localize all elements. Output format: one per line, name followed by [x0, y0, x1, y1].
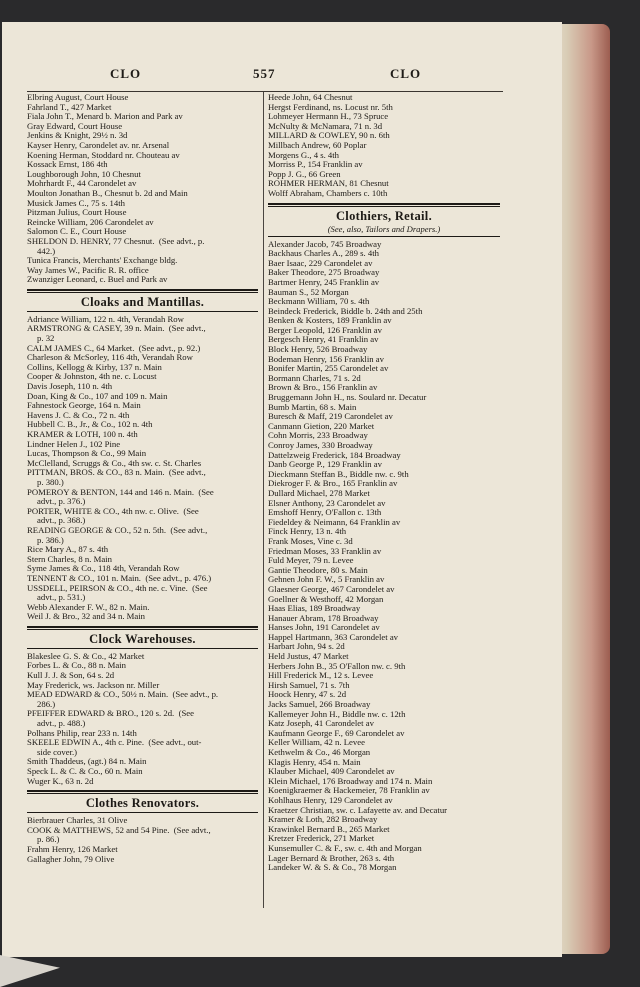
entry-line: Fiala John T., Menard b. Marion and Park av [27, 111, 183, 122]
entry-line: Brown & Bro., 156 Franklin av [268, 382, 378, 393]
entry-line: Lucas, Thompson & Co., 99 Main [27, 448, 147, 459]
section-heading: Cloaks and Mantillas. [80, 294, 205, 309]
entry-line: Reincke William, 206 Carondelet av [27, 216, 154, 227]
entry-line: Jenkins & Knight, 29½ n. 3d [27, 130, 128, 141]
entry-line: Bartmer Henry, 245 Franklin av [268, 276, 380, 287]
entry-line: Bumb Martin, 68 s. Main [268, 401, 357, 412]
entry-line: Fahnestock George, 164 n. Main [27, 400, 141, 411]
entry-line: Bonifer Martin, 255 Carondelet av [268, 363, 389, 374]
entry-continuation: 286.) [37, 698, 56, 709]
directory-entry [27, 237, 258, 256]
entry-line: Landeker W. & S. & Co., 78 Morgan [268, 862, 397, 873]
entry-line: MEAD EDWARD & CO., 50½ n. Main. (See advt., p. [27, 689, 219, 700]
directory-entry [27, 612, 258, 622]
entry-line: Gantie Theodore, 80 s. Main [268, 564, 368, 575]
entry-line: Herbers John B., 35 O'Fallon nw. c. 9th [268, 660, 406, 671]
section-underline [268, 236, 500, 237]
entry-continuation: advt., p. 488.) [37, 718, 86, 729]
entry-line: Gehnen John F. W., 5 Franklin av [268, 574, 385, 585]
directory-entry [27, 738, 258, 757]
entry-continuation: p. 380.) [37, 476, 64, 487]
entry-line: Heede John, 64 Chesnut [268, 92, 353, 102]
entry-line: Beindeck Frederick, Biddle b. 24th and 25th [268, 305, 423, 316]
entry-line: Kossack Ernst, 186 4th [27, 159, 108, 170]
section-rule [268, 206, 500, 207]
directory-entry [27, 275, 258, 285]
entry-line: Dattelzweig Frederick, 184 Broadway [268, 449, 401, 460]
entry-line: Popp J. G., 66 Green [268, 168, 341, 179]
directory-entry [27, 709, 258, 728]
entry-line: Katz Joseph, 41 Carondelet av [268, 718, 374, 729]
entry-line: Weil J. & Bro., 32 and 34 n. Main [27, 611, 146, 622]
entry-line: Fuld Meyer, 79 n. Levee [268, 555, 354, 566]
entry-line: Kayser Henry, Carondelet av. nr. Arsenal [27, 139, 170, 150]
entry-line: Speck L. & C. & Co., 60 n. Main [27, 766, 143, 776]
entry-line: Zwanziger Leonard, c. Buel and Park av [27, 274, 168, 285]
entry-line: Hoock Henry, 47 s. 2d [268, 689, 347, 700]
entry-continuation: p. 386.) [37, 534, 64, 545]
entry-line: PORTER, WHITE & CO., 4th nw. c. Olive. (See [27, 505, 199, 516]
section-subheading: (See, also, Tailors and Drapers.) [327, 223, 441, 234]
entry-line: COOK & MATTHEWS, 52 and 54 Pine. (See advt., [27, 824, 211, 835]
entry-line: Cohn Morris, 233 Broadway [268, 430, 368, 441]
page-corner [0, 955, 60, 987]
entry-line: Adriance William, 122 n. 4th, Verandah Row [27, 313, 184, 324]
directory-entry [27, 777, 258, 787]
entry-line: ROHMER HERMAN, 81 Chesnut [268, 178, 389, 189]
entry-continuation: advt., p. 376.) [37, 496, 86, 507]
entry-line: Kull J. J. & Son, 64 s. 2d [27, 670, 115, 681]
entry-line: POMEROY & BENTON, 144 and 146 n. Main. (See [27, 486, 214, 497]
entry-continuation: p. 86.) [37, 834, 60, 845]
section-heading: Clothes Renovators. [85, 796, 200, 811]
entry-line: Baker Theodore, 275 Broadway [268, 267, 380, 278]
entry-line: Morgens G., 4 s. 4th [268, 149, 340, 160]
entry-line: Elsner Anthony, 23 Carondelet av [268, 497, 386, 508]
entry-continuation: p. 32 [37, 333, 55, 344]
section-rule [27, 626, 258, 628]
section-underline [27, 648, 258, 649]
entry-line: Hill Frederick M., 12 s. Levee [268, 670, 374, 681]
entry-line: Musick James C., 75 s. 14th [27, 197, 125, 208]
section-underline [27, 812, 258, 813]
entry-continuation: advt., p. 368.) [37, 515, 86, 526]
entry-line: Benken & Kosters, 189 Franklin av [268, 315, 392, 326]
entry-line: Stern Charles, 8 n. Main [27, 553, 112, 564]
entry-line: Kaufmann George F., 69 Carondelet av [268, 727, 405, 738]
entry-line: May Frederick, ws. Jackson nr. Miller [27, 679, 160, 690]
entry-line: Kohlhaus Henry, 129 Carondelet av [268, 794, 393, 805]
section-heading: Clothiers, Retail. [335, 208, 432, 223]
entry-line: Bruggemann John H., ns. Soulard nr. Decatur [268, 392, 427, 403]
directory-entry [27, 584, 258, 603]
entry-line: Bormann Charles, 71 s. 2d [268, 372, 361, 383]
entry-line: Held Justus, 47 Market [268, 651, 349, 662]
entry-line: Klein Michael, 176 Broadway and 174 n. Main [268, 775, 433, 786]
entry-line: Havens J. C. & Co., 72 n. 4th [27, 409, 130, 420]
entry-line: Harbart John, 94 s. 2d [268, 641, 345, 652]
entry-line: Lohmeyer Hermann H., 73 Spruce [268, 111, 389, 122]
entry-line: Morriss P., 154 Franklin av [268, 159, 363, 170]
entry-line: Jacks Samuel, 266 Broadway [268, 699, 371, 710]
entry-line: Hirsh Samuel, 71 s. 7th [268, 679, 350, 690]
entry-line: Millbach Andrew, 60 Poplar [268, 139, 367, 150]
entry-line: Smith Thaddeus, (agt.) 84 n. Main [27, 756, 147, 767]
entry-line: ARMSTRONG & CASEY, 39 n. Main. (See advt., [27, 323, 206, 334]
directory-entry [27, 855, 258, 865]
entry-line: Kunsemuller C. & F., sw. c. 4th and Morgan [268, 842, 422, 853]
running-head-right: CLO [390, 66, 422, 81]
section-rule [27, 790, 258, 792]
entry-line: Emshoff Henry, O'Fallon c. 13th [268, 507, 382, 518]
entry-line: Moulton Jonathan B., Chesnut b. 2d and Main [27, 187, 188, 198]
entry-line: Kraetzer Christian, sw. c. Lafayette av. and Decatur [268, 804, 448, 815]
entry-line: Polhans Philip, rear 233 n. 14th [27, 727, 137, 738]
column-divider [263, 92, 264, 908]
section-rule [27, 629, 258, 630]
left-column [27, 93, 258, 864]
running-head-left: CLO [110, 66, 142, 81]
entry-line: TENNENT & CO., 101 n. Main. (See advt., p. 476.) [27, 572, 212, 583]
entry-line: Way James W., Pacific R. R. office [27, 264, 149, 275]
section-underline [27, 311, 258, 312]
section-rule [27, 292, 258, 293]
entry-line: Keller William, 42 n. Levee [268, 737, 365, 748]
entry-line: Alexander Jacob, 745 Broadway [268, 238, 382, 249]
entry-line: Krawinkel Bernard B., 265 Market [268, 823, 390, 834]
entry-line: Fiedeldey & Neimann, 64 Franklin av [268, 516, 401, 527]
entry-line: Bergesch Henry, 41 Franklin av [268, 334, 379, 345]
entry-line: Davis Joseph, 110 n. 4th [27, 381, 113, 392]
entry-line: Lindner Helen J., 102 Pine [27, 438, 121, 449]
entry-line: Beckmann William, 70 s. 4th [268, 296, 370, 307]
entry-line: Glaesner George, 467 Carondelet av [268, 583, 395, 594]
entry-line: Finck Henry, 13 n. 4th [268, 526, 347, 537]
entry-line: Kethwelm & Co., 46 Morgan [268, 747, 371, 757]
entry-line: SKEELE EDWIN A., 4th c. Pine. (See advt., out- [27, 737, 202, 748]
entry-line: Klauber Michael, 409 Carondelet av [268, 766, 395, 777]
entry-line: Baer Isaac, 229 Carondelet av [268, 257, 373, 268]
entry-line: Dieckmann Steffan B., Biddle nw. c. 9th [268, 468, 409, 479]
entry-line: KRAMER & LOTH, 100 n. 4th [27, 429, 138, 439]
directory-entry [27, 507, 258, 526]
entry-line: Bauman S., 52 Morgan [268, 286, 349, 297]
entry-line: Fahrland T., 427 Market [27, 101, 112, 112]
entry-line: Doan, King & Co., 107 and 109 n. Main [27, 390, 168, 401]
entry-continuation: advt., p. 531.) [37, 592, 86, 603]
directory-entry [27, 488, 258, 507]
section-heading: Clock Warehouses. [89, 631, 196, 646]
entry-line: Koenigkraemer & Hackemeier, 78 Franklin av [268, 785, 430, 796]
directory-entry [27, 826, 258, 845]
entry-line: Backhaus Charles A., 289 s. 4th [268, 248, 379, 259]
entry-line: SHELDON D. HENRY, 77 Chesnut. (See advt., p. [27, 235, 205, 246]
entry-line: MILLARD & COWLEY, 90 n. 6th [268, 130, 390, 141]
entry-line: Hanses John, 191 Carondelet av [268, 622, 380, 633]
entry-line: Rice Mary A., 87 s. 4th [27, 544, 109, 555]
entry-line: Gallagher John, 79 Olive [27, 853, 115, 864]
entry-continuation: 442.) [37, 245, 56, 256]
section-rule [27, 793, 258, 794]
entry-line: Webb Alexander F. W., 82 n. Main. [27, 601, 150, 612]
entry-line: Bodeman Henry, 156 Franklin av [268, 353, 384, 364]
entry-line: Kramer & Loth, 282 Broadway [268, 814, 378, 825]
entry-line: Wuger K., 63 n. 2d [27, 775, 94, 786]
section-rule [268, 203, 500, 205]
entry-line: Canmann Gietion, 220 Market [268, 420, 375, 431]
entry-line: Loughborough John, 10 Chesnut [27, 168, 141, 179]
entry-line: CALM JAMES C., 64 Market. (See advt., p. 92.) [27, 342, 201, 353]
right-column [268, 93, 500, 873]
entry-line: Friedman Moses, 33 Franklin av [268, 545, 382, 556]
entry-line: Syme James & Co., 118 4th, Verandah Row [27, 563, 180, 574]
entry-line: Salomon C. E., Court House [27, 226, 127, 237]
entry-line: PFEIFFER EDWARD & BRO., 120 s. 2d. (See [27, 708, 195, 719]
entry-line: Wolff Abraham, Chambers c. 10th [268, 187, 388, 198]
directory-entry [27, 324, 258, 343]
entry-line: Cooper & Johnston, 4th ne. c. Locust [27, 371, 157, 382]
entry-line: Diekroger F. & Bro., 165 Franklin av [268, 478, 398, 489]
entry-line: Danb George P., 129 Franklin av [268, 459, 382, 470]
entry-line: Koening Herman, Stoddard nr. Chouteau av [27, 149, 180, 160]
entry-line: Happel Hartmann, 363 Carondelet av [268, 631, 399, 642]
entry-line: Kretzer Frederick, 271 Market [268, 833, 375, 844]
entry-line: Hanauer Abram, 178 Broadway [268, 612, 379, 623]
entry-line: PITTMAN, BROS. & CO., 83 n. Main. (See advt., [27, 467, 206, 478]
entry-line: READING GEORGE & CO., 52 n. 5th. (See advt., [27, 524, 208, 535]
entry-line: McClelland, Scruggs & Co., 4th sw. c. St. Charles [27, 457, 202, 468]
entry-line: Forbes L. & Co., 88 n. Main [27, 660, 126, 671]
entry-continuation: side cover.) [37, 746, 78, 757]
entry-line: Pitzman Julius, Court House [27, 207, 127, 218]
entry-line: Bierbrauer Charles, 31 Olive [27, 815, 128, 826]
entry-line: Buresch & Maff, 219 Carondelet av [268, 411, 393, 422]
entry-line: Tunica Francis, Merchants' Exchange bldg. [27, 255, 178, 266]
entry-line: Mohrhardt F., 44 Carondelet av [27, 178, 137, 189]
entry-line: Charleson & McSorley, 116 4th, Verandah Row [27, 352, 193, 363]
entry-line: Goellner & Westhoff, 42 Morgan [268, 593, 384, 604]
entry-line: USSDELL, PEIRSON & CO., 4th ne. c. Vine. (See [27, 582, 208, 593]
entry-line: Elbring August, Court House [27, 92, 129, 102]
entry-line: Frahm Henry, 126 Market [27, 843, 118, 854]
entry-line: Gray Edward, Court House [27, 120, 123, 131]
entry-line: Hubbell C. B., Jr., & Co., 102 n. 4th [27, 419, 153, 430]
section-rule [27, 289, 258, 291]
directory-entry [27, 468, 258, 487]
directory-page [2, 22, 562, 957]
entry-line: Klagis Henry, 454 n. Main [268, 756, 361, 767]
entry-line: Conroy James, 330 Broadway [268, 440, 373, 450]
entry-line: Berger Leopold, 126 Franklin av [268, 324, 382, 335]
entry-line: McNulty & McNamara, 71 n. 3d [268, 120, 383, 131]
directory-entry [268, 189, 500, 199]
directory-entry [268, 863, 500, 873]
directory-entry [27, 690, 258, 709]
page-number: 557 [253, 66, 276, 81]
entry-line: Hergst Ferdinand, ns. Locust nr. 5th [268, 101, 393, 112]
entry-line: Frank Moses, Vine c. 3d [268, 535, 353, 546]
entry-line: Collins, Kellogg & Kirby, 137 n. Main [27, 361, 162, 372]
entry-line: Block Henry, 526 Broadway [268, 344, 368, 355]
entry-line: Dullard Michael, 278 Market [268, 487, 370, 498]
entry-line: Lager Bernard & Brother, 263 s. 4th [268, 852, 395, 863]
entry-line: Haas Elias, 189 Broadway [268, 603, 361, 614]
directory-entry [27, 526, 258, 545]
entry-line: Blakeslee G. S. & Co., 42 Market [27, 650, 145, 661]
entry-line: Kallemeyer John H., Biddle nw. c. 12th [268, 708, 406, 719]
